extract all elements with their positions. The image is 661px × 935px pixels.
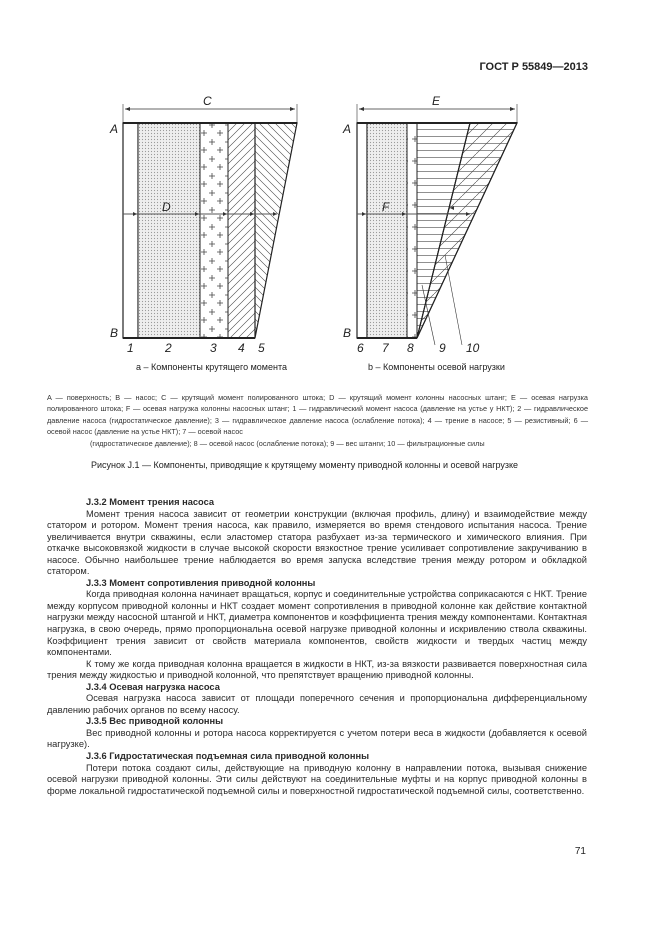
label-c: C	[203, 94, 212, 108]
label-b-pump: B	[343, 326, 352, 340]
figure-legend	[47, 392, 588, 449]
num-2: 2	[165, 341, 172, 355]
label-f: F	[382, 200, 390, 214]
num-8: 8	[407, 341, 414, 355]
figure-b-axial-load-components	[342, 94, 517, 372]
paragraph: Потери потока создают силы, действующие на приводную колонну в направлении потока, вызывая снижение осевой нагрузки приводной колонны. Эти силы действуют на соединительные муфты и на корпус приводной колонны в форме локальной гидростатической подъемной силы и поверхностной гидростатической подъемной силы, соответственно.	[47, 762, 587, 796]
paragraph: Когда приводная колонна начинает вращаться, корпус и соединительные устройства соприкасаются с НКТ. Трение между корпусом приводной колонны и НКТ создает момент сопротивления в приводной колонне как действие контактной нагрузки между насосной штангой и НКТ, диаметра компонентов и коэффициента трения между компонентами. Контактная нагрузка, в свою очередь, прямо пропорциональна осевой нагрузке приводной колонны и искривлению ствола скважины. Коэффициент трения зависит от свойств материала компонентов, свойств жидкости и твердых частиц между компонентами.	[47, 589, 587, 658]
num-10: 10	[466, 341, 480, 355]
num-1: 1	[127, 341, 134, 355]
section-heading: J.3.3 Момент сопротивления приводной колонны	[86, 577, 316, 588]
section-heading: J.3.5 Вес приводной колонны	[86, 716, 224, 727]
label-b-pump: B	[110, 326, 119, 340]
subcaption-b: b – Компоненты осевой нагрузки	[368, 362, 505, 372]
section-heading: J.3.6 Гидростатическая подъемная сила приводной колонны	[86, 751, 370, 762]
section-heading: J.3.4 Осевая нагрузка насоса	[86, 681, 220, 692]
figure-a-torque-components	[109, 94, 297, 372]
paragraph: К тому же когда приводная колонна вращается в жидкости в НКТ, из-за вязкости развивается поверхностная сила трения между жидкостью и приводной колонной, что препятствует вращению приводной колонны.	[47, 658, 587, 681]
label-e: E	[432, 94, 441, 108]
num-3: 3	[210, 341, 217, 355]
label-a-surface: A	[110, 122, 119, 136]
paragraph: Момент трения насоса зависит от геометрии конструкции (включая профиль, длину) и взаимодействие между статором и ротором. Момент трения насоса, как правило, измеряется во время стендового испытания насоса. Трение увеличивается внутри скважины, если эластомер статора разбухает из-за термического и химического влияния. При откачке высоковязкой жидкости в случае высокой скорости вязкостное трение усиливает сопротивление закручиванию в насосе. Обычно наибольшее трение наблюдается во время запуска вследствие трения между ротором и обкладкой статором.	[47, 508, 587, 577]
legend-text: A — поверхность; B — насос; C — крутящий момент полированного штока; D — крутящий момент колонны насосных штанг; E — осевая нагрузка полированного штока; F — осевая нагрузка колонны насосных штанг; 1 — гидравлический момент насоса (давление на устье у НКТ); 2 — гидравлическое давление насоса (гидростатическое давление); 3 — гидравлическое давление насоса (ослабление потока); 4 — трение в насосе; 5 — резистивный; 6 — осевой насос (давление на устье НКТ); 7 — осевой насос	[47, 393, 588, 437]
figure-caption: Рисунок J.1 — Компоненты, приводящие к крутящему моменту приводной колонны и осевой нагрузке	[91, 460, 519, 470]
num-6: 6	[357, 341, 364, 355]
num-5: 5	[258, 341, 265, 355]
document-body	[47, 497, 587, 797]
num-4: 4	[238, 341, 245, 355]
label-a-surface: A	[343, 122, 352, 136]
subcaption-a: a – Компоненты крутящего момента	[136, 362, 287, 372]
page-number: 71	[574, 846, 586, 857]
document-id: ГОСТ Р 55849—2013	[479, 61, 588, 73]
legend-text: (гидростатическое давление); 8 — осевой насос (ослабление потока); 9 — вес штанги; 10 — фильтрационные силы	[90, 438, 485, 448]
paragraph: Осевая нагрузка насоса зависит от площади поперечного сечения и пропорциональна дифференциальному давлению рабочих органов по всему насосу.	[47, 693, 587, 715]
num-9: 9	[439, 341, 446, 355]
label-d: D	[162, 200, 171, 214]
figure-j1	[0, 0, 661, 380]
section-heading: J.3.2 Момент трения насоса	[86, 497, 215, 507]
num-7: 7	[382, 341, 389, 355]
paragraph: Вес приводной колонны и ротора насоса корректируется с учетом потери веса в жидкости (добавляется к осевой нагрузке).	[47, 727, 587, 750]
